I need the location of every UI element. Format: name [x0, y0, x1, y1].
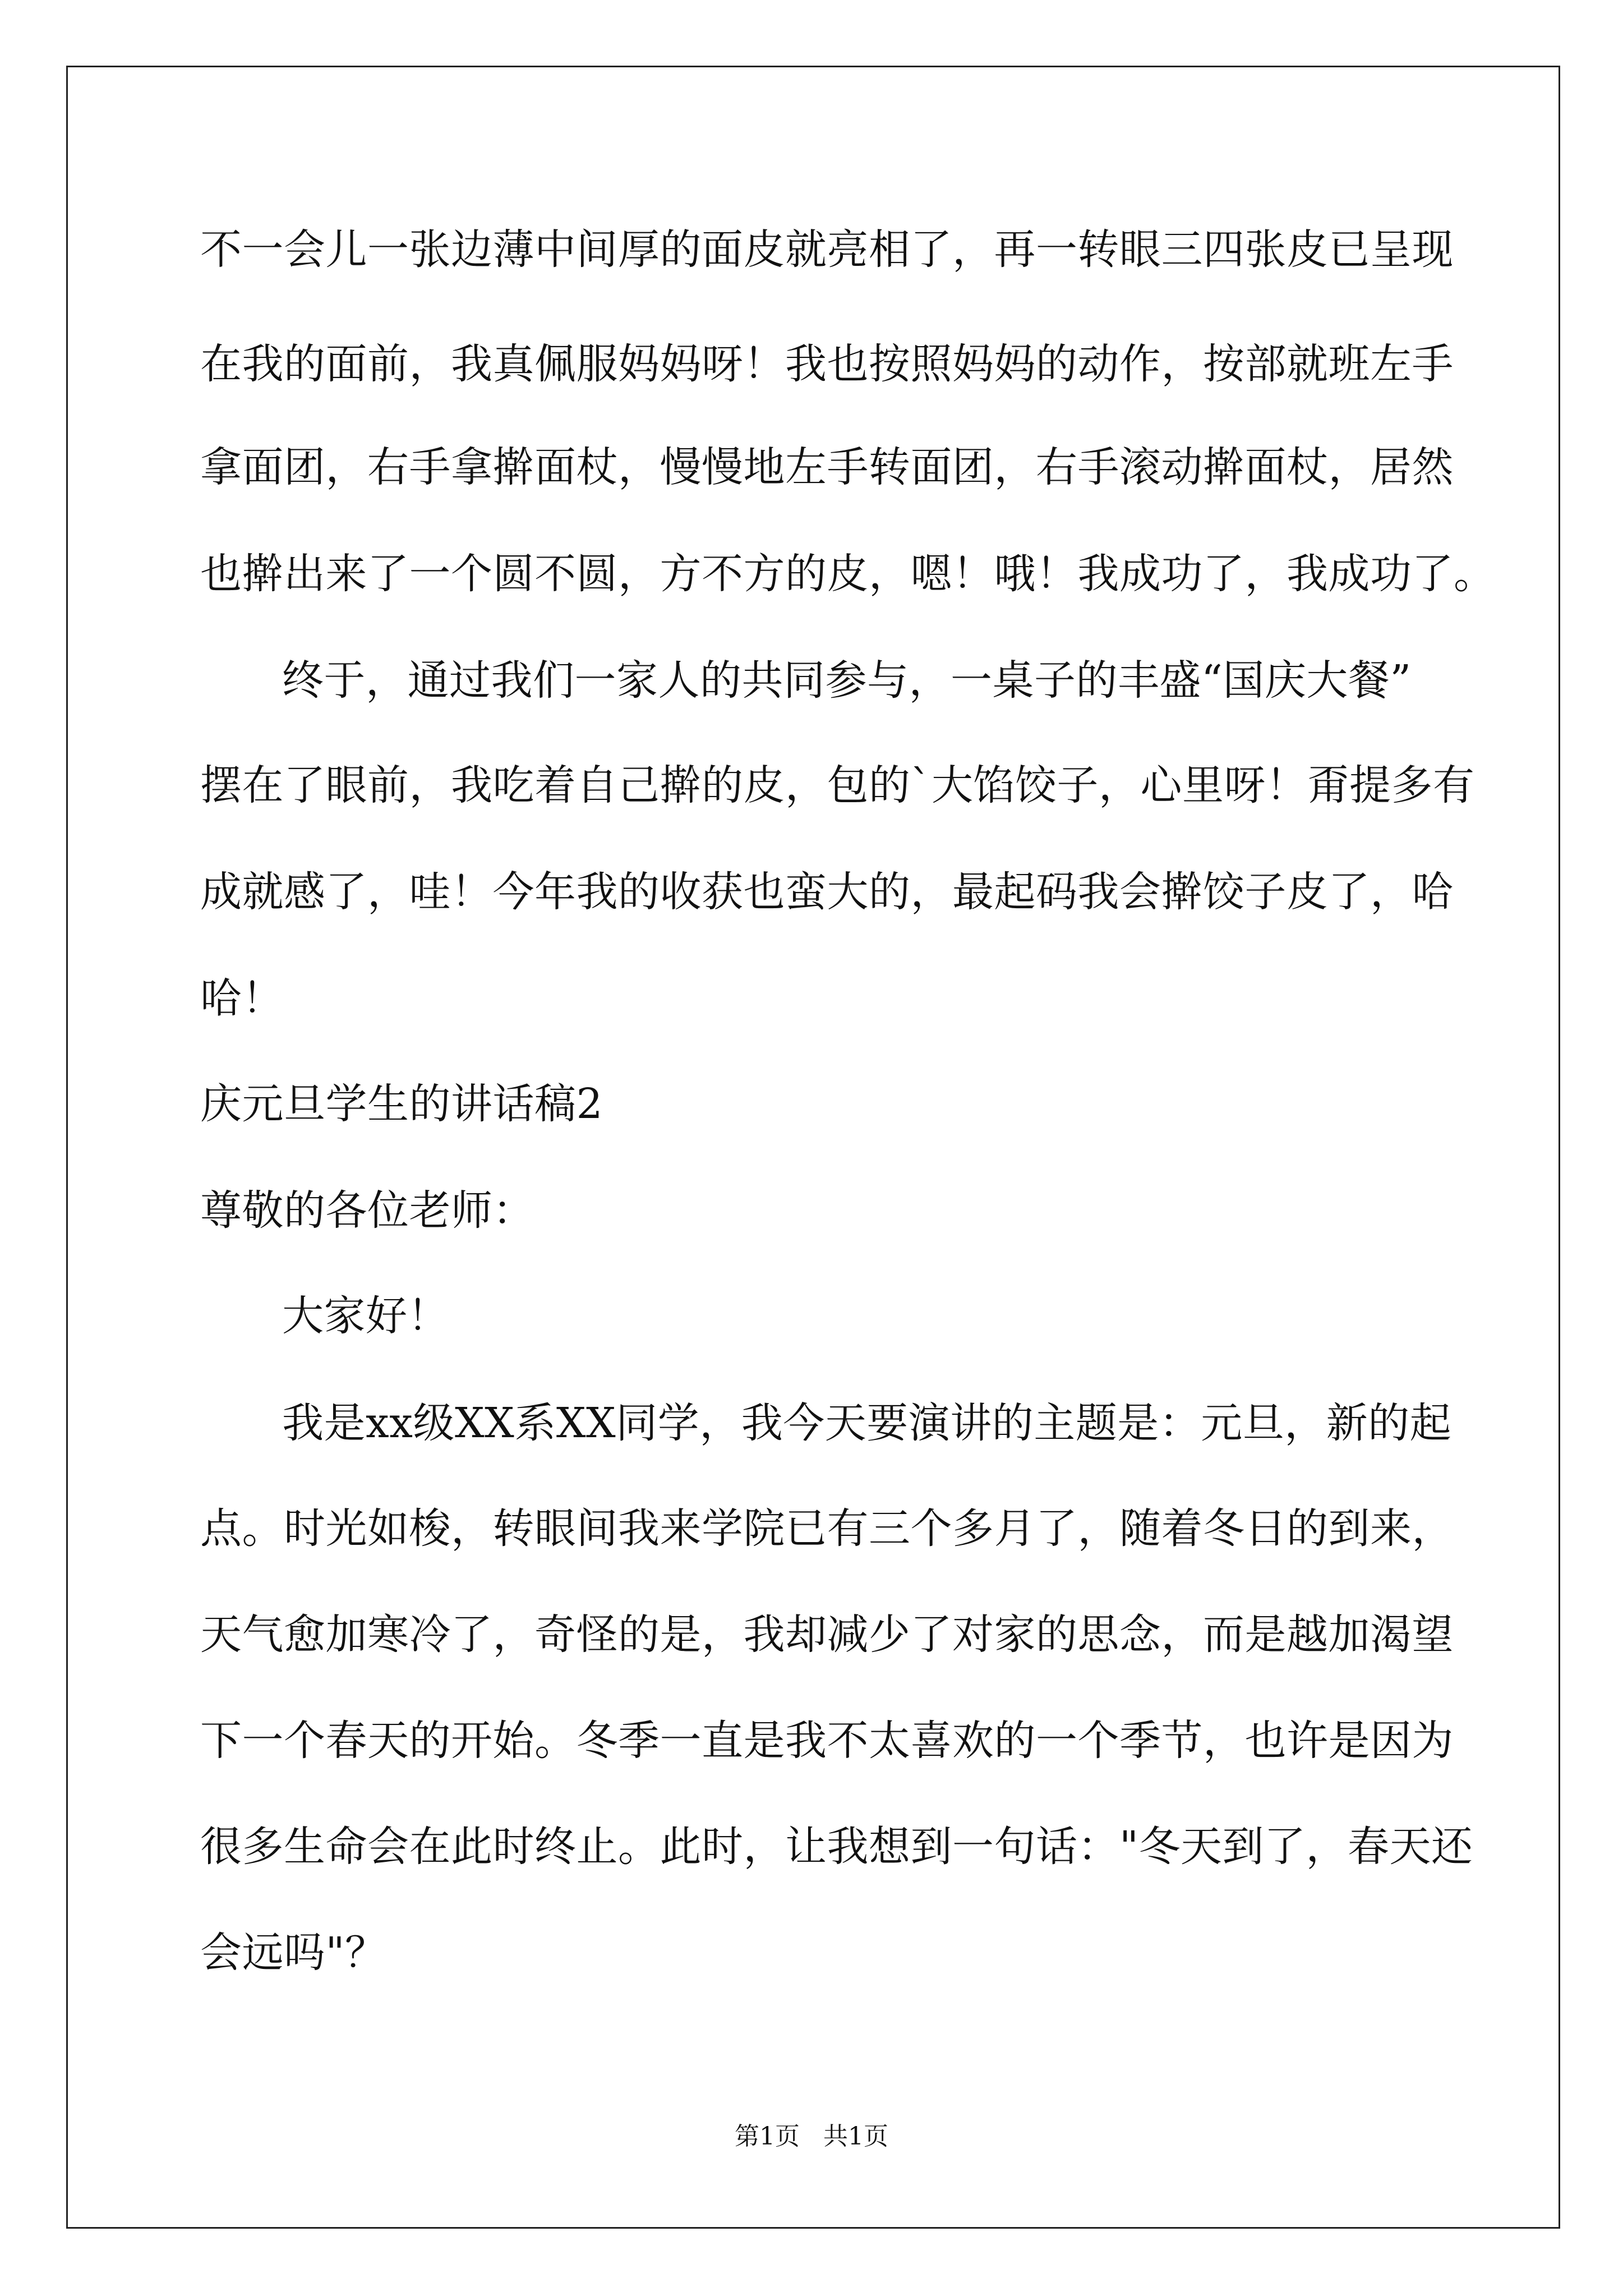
paragraph-line: 点。时光如梭，转眼间我来学院已有三个多月了，随着冬日的到来， — [200, 1504, 1454, 1553]
salutation: 尊敬的各位老师： — [200, 1186, 534, 1235]
paragraph-line: 天气愈加寒冷了，奇怪的是，我却减少了对家的思念，而是越加渴望 — [200, 1611, 1454, 1659]
paragraph-line: 很多生命会在此时终止。此时，让我想到一句话："冬天到了，春天还 — [200, 1823, 1473, 1871]
paragraph-line: 终于，通过我们一家人的共同参与，一桌子的丰盛“国庆大餐” — [282, 656, 1412, 705]
paragraph-line: 在我的面前，我真佩服妈妈呀！我也按照妈妈的动作，按部就班左手 — [200, 340, 1454, 388]
section-heading: 庆元旦学生的讲话稿2 — [200, 1080, 603, 1128]
paragraph-line: 拿面团，右手拿擀面杖，慢慢地左手转面团，右手滚动擀面杖，居然 — [200, 443, 1454, 491]
paragraph-line: 哈！ — [200, 974, 284, 1023]
greeting: 大家好！ — [282, 1292, 449, 1340]
paragraph-line: 不一会儿一张边薄中间厚的面皮就亮相了，再一转眼三四张皮已呈现 — [200, 226, 1454, 274]
page-number-footer: 第1页 共1页 — [735, 2122, 888, 2151]
page-border — [66, 66, 1560, 2229]
paragraph-line: 摆在了眼前，我吃着自己擀的皮，包的`大馅饺子，心里呀！甭提多有 — [200, 761, 1475, 809]
paragraph-line: 下一个春天的开始。冬季一直是我不太喜欢的一个季节，也许是因为 — [200, 1717, 1454, 1765]
paragraph-line: 我是xx级XX系XX同学，我今天要演讲的主题是：元旦，新的起 — [282, 1399, 1452, 1447]
paragraph-line: 会远吗"？ — [200, 1929, 387, 1977]
paragraph-line: 也擀出来了一个圆不圆，方不方的皮，嗯！哦！我成功了，我成功了。 — [200, 550, 1496, 598]
paragraph-line: 成就感了，哇！今年我的收获也蛮大的，最起码我会擀饺子皮了，哈 — [200, 868, 1454, 916]
